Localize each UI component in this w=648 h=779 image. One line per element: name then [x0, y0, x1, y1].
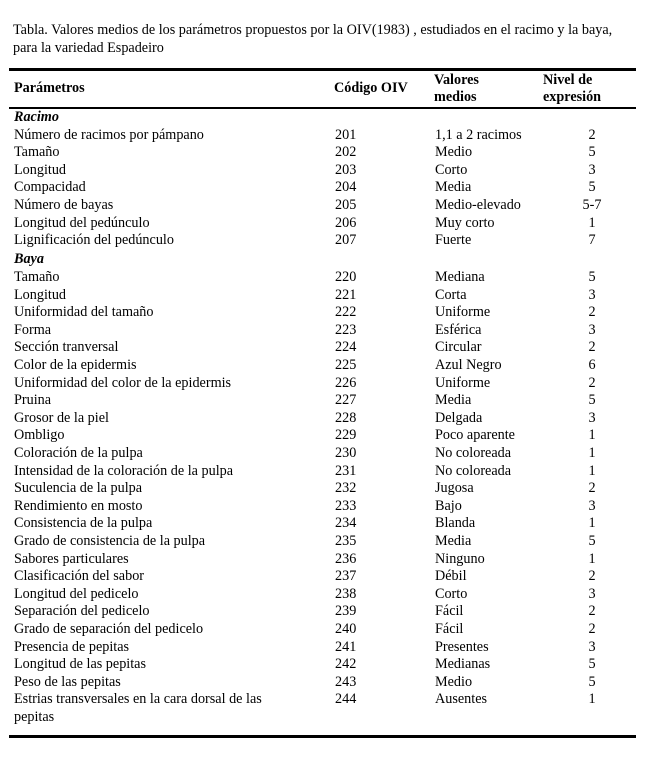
value-cell: Corta	[435, 286, 467, 303]
table-row	[0, 215, 648, 233]
parameter-cell: Longitud del pedúnculo	[14, 214, 150, 231]
table-row	[0, 674, 648, 692]
level-cell: 2	[588, 374, 596, 391]
parameter-cell: Sabores particulares	[14, 550, 129, 567]
value-cell: No coloreada	[435, 462, 512, 479]
level-cell: 1	[588, 427, 596, 444]
table-row	[0, 498, 648, 516]
oiv-code-cell: 239	[335, 603, 357, 620]
level-cell: 5	[588, 656, 596, 673]
level-cell: 7	[588, 232, 596, 249]
level-cell: 5	[588, 392, 596, 409]
value-cell: Media	[435, 179, 472, 196]
value-cell: Delgada	[435, 409, 483, 426]
parameter-cell: Compacidad	[14, 179, 86, 196]
table-row	[0, 127, 648, 145]
value-cell: Poco aparente	[435, 427, 515, 444]
level-cell: 1	[588, 691, 596, 708]
parameter-cell: Separación del pedicelo	[14, 603, 150, 620]
oiv-code-cell: 205	[335, 197, 357, 213]
table-row	[0, 179, 648, 197]
table-row	[0, 691, 648, 725]
oiv-code-cell: 230	[335, 444, 357, 461]
level-cell: 2	[588, 568, 596, 585]
table-row	[0, 639, 648, 657]
parameter-cell: Longitud del pedicelo	[14, 585, 139, 602]
level-cell: 3	[588, 497, 596, 514]
oiv-code-cell: 234	[335, 515, 357, 532]
value-cell: Circular	[435, 339, 482, 356]
level-cell: 3	[588, 638, 596, 655]
section-title: Racimo	[14, 109, 59, 125]
parameter-cell: Uniformidad del tamaño	[14, 304, 154, 321]
value-cell: Ausentes	[435, 691, 488, 708]
table-row	[0, 515, 648, 533]
parameter-cell: Color de la epidermis	[14, 356, 137, 373]
parameter-cell: Sección tranversal	[14, 339, 119, 356]
value-cell: Medio	[435, 144, 473, 161]
value-cell: Corto	[435, 161, 468, 178]
bottom-rule	[9, 735, 636, 738]
level-cell: 2	[588, 339, 596, 356]
level-cell: 6	[588, 356, 596, 373]
level-cell: 5	[588, 532, 596, 549]
section-title-row	[0, 109, 648, 127]
value-cell: Débil	[435, 568, 467, 585]
value-cell: Uniforme	[435, 374, 491, 391]
level-cell: 5-7	[582, 197, 602, 213]
level-cell: 2	[588, 620, 596, 637]
oiv-code-cell: 221	[335, 286, 357, 303]
oiv-code-cell: 236	[335, 550, 357, 567]
value-cell: Medio-elevado	[435, 197, 521, 213]
level-cell: 1	[588, 550, 596, 567]
table-row	[0, 287, 648, 305]
value-cell: Ninguno	[435, 550, 485, 567]
table-row	[0, 304, 648, 322]
table-row	[0, 621, 648, 639]
table-row	[0, 533, 648, 551]
oiv-code-cell: 228	[335, 409, 357, 426]
value-cell: Medio	[435, 673, 473, 690]
table-row	[0, 162, 648, 180]
parameter-cell: Rendimiento en mosto	[14, 497, 143, 514]
value-cell: Jugosa	[435, 480, 474, 497]
oiv-code-cell: 222	[335, 304, 357, 321]
table-row	[0, 269, 648, 287]
level-cell: 2	[588, 126, 596, 143]
level-cell: 2	[588, 480, 596, 497]
parameter-cell: Longitud	[14, 161, 67, 178]
parameter-cell: Grosor de la piel	[14, 409, 109, 426]
value-cell: Muy corto	[435, 214, 495, 231]
table-row	[0, 551, 648, 569]
level-cell: 1	[588, 444, 596, 461]
oiv-code-cell: 237	[335, 568, 357, 585]
parameter-cell: Forma	[14, 321, 52, 338]
parameter-cell: Ombligo	[14, 427, 65, 444]
level-cell: 2	[588, 304, 596, 321]
section-title: Baya	[14, 251, 44, 268]
value-cell: Medianas	[435, 656, 491, 673]
table-row	[0, 410, 648, 428]
header-parametros: Parámetros	[14, 80, 85, 96]
header-valores-medios: Valores medios	[434, 72, 479, 105]
parameter-cell: Tamaño	[14, 268, 60, 285]
value-cell: Blanda	[435, 515, 476, 532]
value-cell: Esférica	[435, 321, 482, 338]
level-cell: 5	[588, 673, 596, 690]
table-row	[0, 656, 648, 674]
parameter-cell: Grado de separación del pedicelo	[14, 620, 204, 637]
level-cell: 2	[588, 603, 596, 620]
table-row	[0, 603, 648, 621]
oiv-code-cell: 227	[335, 392, 357, 409]
table-row	[0, 144, 648, 162]
oiv-code-cell: 229	[335, 427, 357, 444]
parameter-cell: Uniformidad del color de la epidermis	[14, 374, 232, 391]
oiv-code-cell: 207	[335, 232, 357, 249]
parameter-cell: Coloración de la pulpa	[14, 444, 143, 461]
parameter-cell: Suculencia de la pulpa	[14, 480, 143, 497]
value-cell: Media	[435, 532, 472, 549]
table-row	[0, 445, 648, 463]
oiv-code-cell: 203	[335, 161, 357, 178]
level-cell: 3	[588, 321, 596, 338]
header-codigo-oiv: Código OIV	[334, 80, 408, 96]
oiv-code-cell: 226	[335, 374, 357, 391]
table-row	[0, 322, 648, 340]
parameter-cell: Estrias transversales en la cara dorsal de las pepitas	[14, 691, 262, 725]
oiv-code-cell: 231	[335, 462, 357, 479]
value-cell: Corto	[435, 585, 468, 602]
level-cell: 3	[588, 409, 596, 426]
header-nivel-expresion: Nivel de expresión	[543, 72, 602, 105]
parameter-cell: Longitud	[14, 286, 67, 303]
oiv-code-cell: 242	[335, 656, 357, 673]
parameter-cell: Clasificación del sabor	[14, 568, 145, 585]
value-cell: Media	[435, 392, 472, 409]
level-cell: 3	[588, 161, 596, 178]
level-cell: 5	[588, 144, 596, 161]
parameter-cell: Pruina	[14, 392, 52, 409]
oiv-code-cell: 244	[335, 691, 357, 708]
value-cell: No coloreada	[435, 444, 512, 461]
parameter-cell: Longitud de las pepitas	[14, 656, 146, 673]
table-row	[0, 480, 648, 498]
oiv-code-cell: 232	[335, 480, 357, 497]
parameter-cell: Peso de las pepitas	[14, 673, 121, 690]
table-caption: Tabla. Valores medios de los parámetros propuestos por la OIV(1983) , estudiados en el racimo y la baya, para la variedad Espadeiro	[13, 22, 613, 56]
table-row	[0, 375, 648, 393]
value-cell: Bajo	[435, 497, 462, 514]
oiv-code-cell: 206	[335, 214, 357, 231]
value-cell: Uniforme	[435, 304, 491, 321]
oiv-code-cell: 238	[335, 585, 357, 602]
parameter-cell: Lignificación del pedúnculo	[14, 232, 174, 249]
level-cell: 5	[588, 179, 596, 196]
value-cell: Azul Negro	[435, 356, 502, 373]
level-cell: 1	[588, 462, 596, 479]
value-cell: 1,1 a 2 racimos	[435, 126, 522, 143]
level-cell: 3	[588, 585, 596, 602]
oiv-code-cell: 223	[335, 321, 357, 338]
section-title-row	[0, 251, 648, 269]
oiv-code-cell: 224	[335, 339, 357, 356]
oiv-code-cell: 241	[335, 638, 357, 655]
level-cell: 1	[588, 515, 596, 532]
table-row	[0, 427, 648, 445]
table-row	[0, 392, 648, 410]
parameter-cell: Consistencia de la pulpa	[14, 515, 153, 532]
parameter-cell: Número de racimos por pámpano	[14, 126, 204, 143]
value-cell: Presentes	[435, 638, 489, 655]
value-cell: Fácil	[435, 620, 464, 637]
oiv-code-cell: 233	[335, 497, 357, 514]
table-row	[0, 197, 648, 215]
level-cell: 1	[588, 214, 596, 231]
value-cell: Fácil	[435, 603, 464, 620]
level-cell: 5	[588, 268, 596, 285]
oiv-code-cell: 201	[335, 126, 357, 143]
oiv-code-cell: 240	[335, 620, 357, 637]
table-row	[0, 568, 648, 586]
level-cell: 3	[588, 286, 596, 303]
oiv-code-cell: 243	[335, 673, 357, 690]
value-cell: Fuerte	[435, 232, 472, 249]
table-row	[0, 463, 648, 481]
oiv-code-cell: 235	[335, 532, 357, 549]
parameter-cell: Intensidad de la coloración de la pulpa	[14, 462, 234, 479]
oiv-code-cell: 220	[335, 268, 357, 285]
oiv-code-cell: 204	[335, 179, 357, 196]
table-row	[0, 339, 648, 357]
table-row	[0, 232, 648, 250]
value-cell: Mediana	[435, 268, 485, 285]
table-row	[0, 357, 648, 375]
parameter-cell: Número de bayas	[14, 197, 114, 213]
parameter-cell: Presencia de pepitas	[14, 638, 130, 655]
parameter-cell: Grado de consistencia de la pulpa	[14, 532, 206, 549]
table-row	[0, 586, 648, 604]
parameter-cell: Tamaño	[14, 144, 60, 161]
oiv-code-cell: 225	[335, 356, 357, 373]
oiv-code-cell: 202	[335, 144, 357, 161]
